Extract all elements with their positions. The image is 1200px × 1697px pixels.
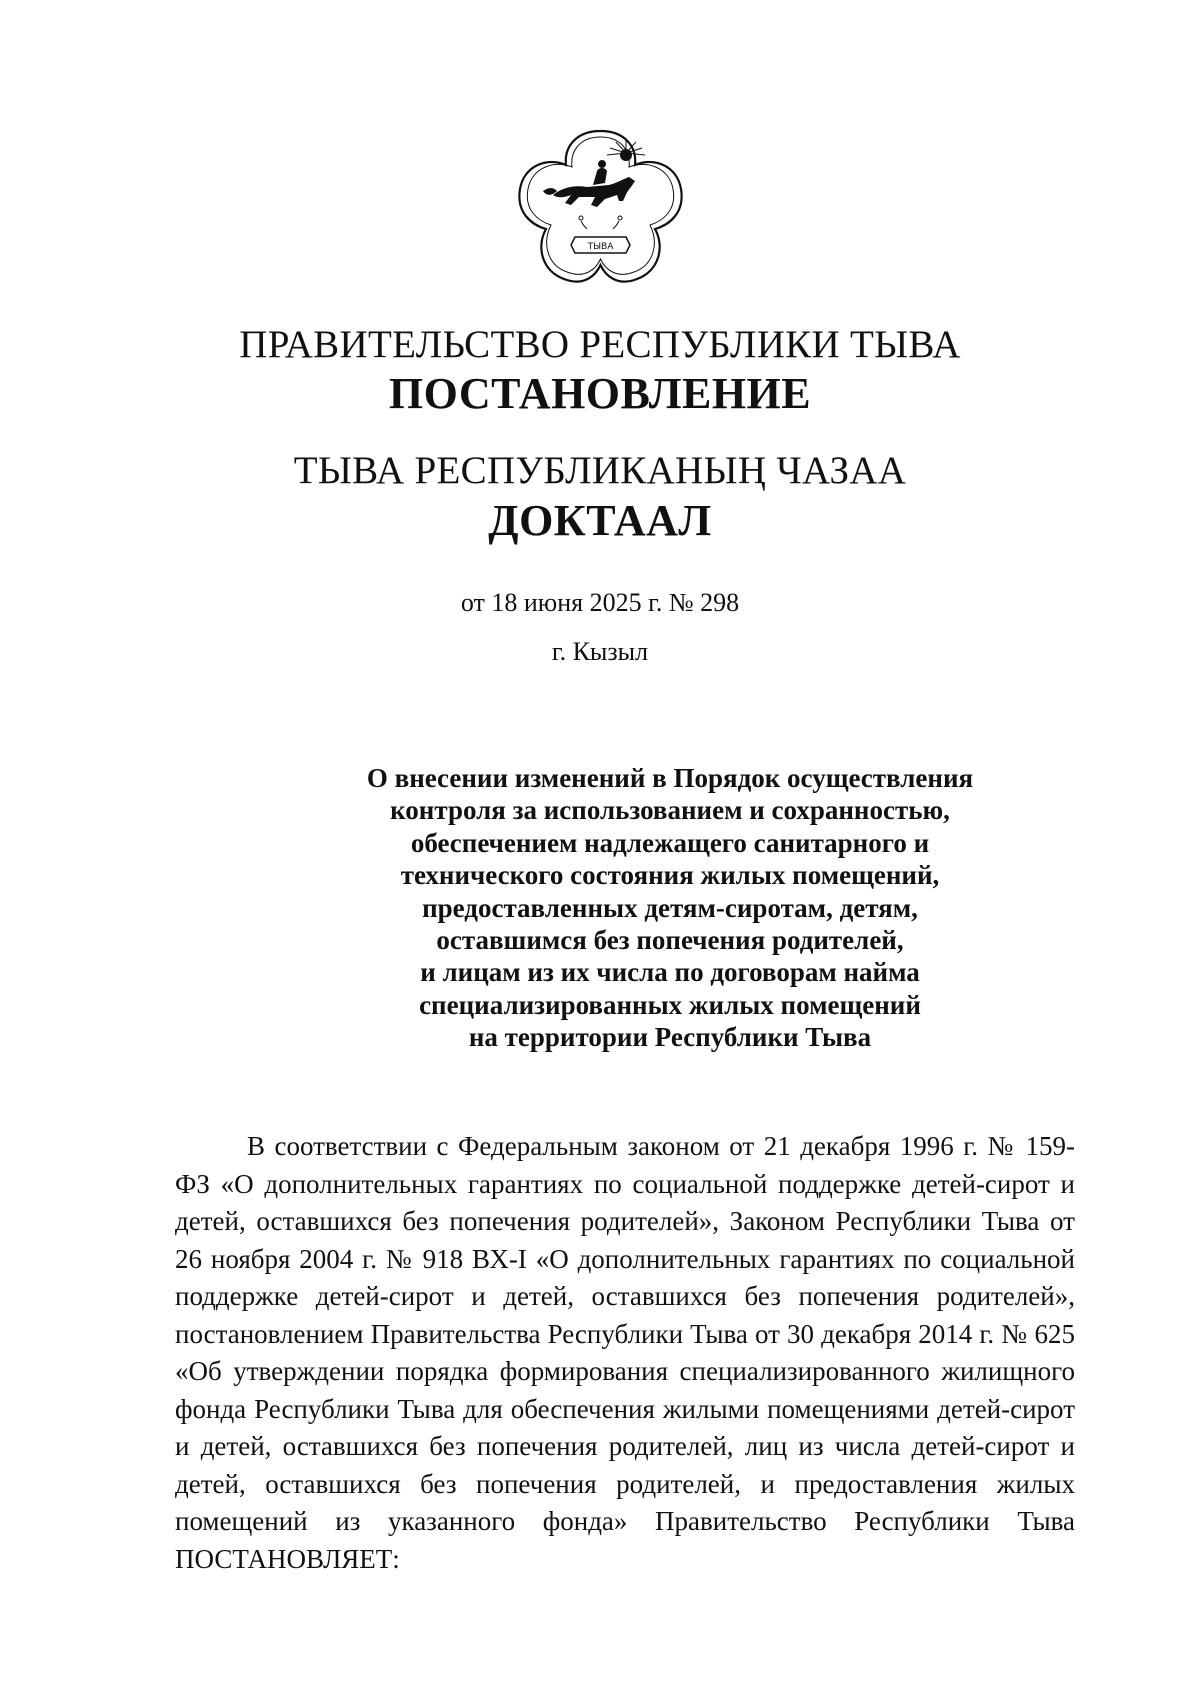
subject-line: предоставленных детям-сиротам, детям, xyxy=(422,892,918,923)
government-name-tyv: ТЫВА РЕСПУБЛИКАНЫҢ ЧАЗАА xyxy=(293,449,907,492)
government-name-ru: ПРАВИТЕЛЬСТВО РЕСПУБЛИКИ ТЫВА xyxy=(239,323,961,366)
document-type-ru: ПОСТАНОВЛЕНИЕ xyxy=(388,369,812,418)
subject-line: обеспечением надлежащего санитарного и xyxy=(410,827,930,858)
city: г. Кызыл xyxy=(551,637,649,666)
subject-line: на территории Республики Тыва xyxy=(468,1022,872,1053)
subject-line: оставшимся без попечения родителей, xyxy=(436,925,904,956)
subject-line: контроля за использованием и сохранностью, xyxy=(390,795,950,826)
subject-line: и лицам из их числа по договорам найма xyxy=(420,957,920,988)
date-and-number: от 18 июня 2025 г. № 298 xyxy=(460,588,740,617)
document-type-tyv: ДОКТААЛ xyxy=(488,496,712,545)
subject-line: специализированных жилых помещений xyxy=(419,989,921,1020)
coat-of-arms-emblem xyxy=(513,125,688,300)
preamble-paragraph: В соответствии с Федеральным законом от 21 декабря 1996 г. № 159-ФЗ «О дополнительных гарантиях по социальной поддержке детей-сирот и детей, оставшихся без попечения родителей», Законом Республики Тыва от 26 ноября 2004 г. № 918 ВХ-I «О дополнительных гарантиях по социальной поддержке детей-сирот и детей, оставшихся без попечения родителей», постановлением Правительства Республики Тыва от 30 декабря 2014 г. № 625 «Об утверждении порядка формирования специализированного жилищного фонда Республики Тыва для обеспечения жилыми помещениями детей-сирот и детей, оставшихся без попечения родителей, лиц из числа детей-сирот и детей, оставшихся без попечения родителей, и предоставления жилых помещений из указанного фонда» Правительство Республики Тыва ПОСТАНОВЛЯЕТ: xyxy=(175,1131,1075,1574)
document-subject xyxy=(320,762,1020,1054)
emblem-ribbon-text: ТЫВА xyxy=(587,242,614,252)
subject-line: О внесении изменений в Порядок осуществления xyxy=(366,763,974,793)
subject-line: технического состояния жилых помещений, xyxy=(400,860,940,891)
